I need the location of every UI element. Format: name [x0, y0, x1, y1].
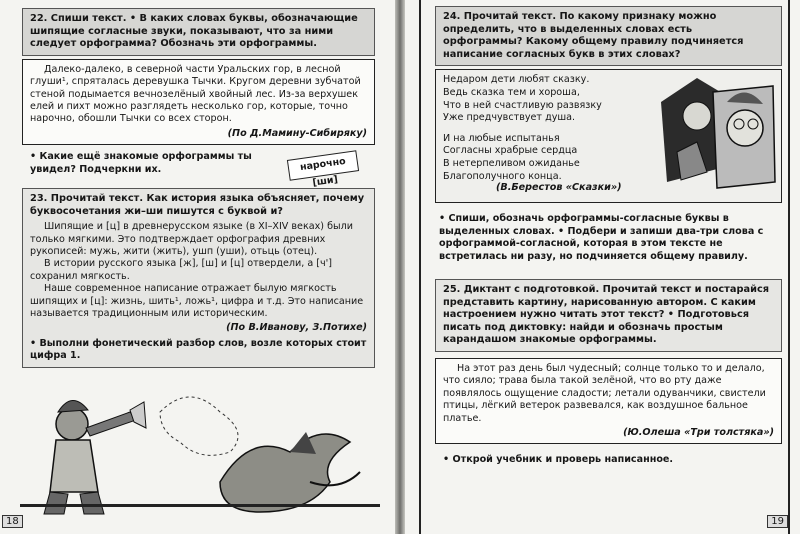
task-25-text-box: [435, 358, 782, 444]
task-25-text: На этот раз день был чудесный; солнце только то и делало, что сияло; трава была такой зелёной, что во рту даже появлялось ощущение сладости; летали одуванчики, свистели птицы, лёгкий ветерок развевался, как воздушное бальное платье.: [443, 362, 766, 424]
task-23-p3: Наше современное написание отражает былую мягкость шипящих и [ц]: жизнь, шить¹, ложь¹, цифра и т.д. Это написание называется традиционным или историческим.: [30, 283, 364, 320]
task-24-title: 24. Прочитай текст. По какому признаку можно определить, что в выделенных словах есть орфограммы? Какому общему правилу подчиняется написание согласных букв в этих словах?: [443, 11, 744, 60]
poem-source: (В.Берестов «Сказки»): [496, 182, 622, 194]
question-1-text: • Какие ещё знакомые орфограммы ты увидел? Подчеркни их.: [30, 151, 252, 175]
poem-line: И на любые испытанья: [443, 132, 560, 144]
task-25-source: (Ю.Олеша «Три толстяка»): [623, 427, 774, 438]
task-25-title: 25. Диктант с подготовкой. Прочитай текст и постарайся представить картину, нарисованную автором. С каким настроением нужно читать этот текст? • Подготовься писать под диктовку: найди и обозначь простым карандашом знакомые орфограммы.: [443, 284, 770, 346]
task-23-source: (По В.Иванову, З.Потихе): [226, 322, 367, 334]
task-22-text: Далеко-далеко, в северной части Уральских гор, в лесной глуши¹, спряталась деревушка Тычки. Кругом деревни зубчатой стеной подымается вечнозелёный хвойный лес. Из-за верхушек елей и пихт можно разглядеть несколько гор, которые, точно нарочно, обошли Тычки со всех сторон.: [30, 63, 361, 125]
question-3-box: [435, 211, 782, 265]
poem-lines: [443, 74, 653, 183]
task-23-box: [22, 188, 375, 368]
task-22-header: [22, 8, 375, 56]
orthogram-stamp: нарочно [ши]: [287, 150, 359, 181]
poem-line: [443, 125, 653, 133]
task-24-header: [435, 6, 782, 66]
task-23-title: 23. Прочитай текст. Как история языка объясняет, почему буквосочетания жи–ши пишутся с буквой и?: [30, 193, 365, 217]
task-22-source: (По Д.Мамину-Сибиряку): [227, 127, 367, 139]
right-page: [405, 0, 800, 534]
task-22-title: 22. Спиши текст. • В каких словах буквы, обозначающие шипящие согласные звуки, показывают, что за ними следует орфограмма? Обозначь эти орфограммы.: [30, 13, 358, 50]
horn-player-illustration: [20, 372, 380, 520]
poem-line: Согласны храбрые сердца: [443, 145, 578, 157]
poem-line: Ведь сказка тем и хороша,: [443, 86, 580, 98]
question-2: • Выполни фонетический разбор слов, возле которых стоит цифра 1.: [30, 337, 367, 362]
poem-line: Что в ней счастливую развязку: [443, 99, 602, 111]
fairy-tale-characters-illustration: [657, 72, 779, 192]
question-4: • Открой учебник и проверь написанное.: [443, 454, 674, 466]
page-number-right: 19: [767, 515, 788, 528]
question-1: [30, 151, 270, 176]
poem-line: Недаром дети любят сказку.: [443, 74, 590, 86]
book-gutter: [395, 0, 405, 534]
poem-line: Уже предчувствует душа.: [443, 112, 576, 124]
question-3: • Спиши, обозначь орфограммы-согласные буквы в выделенных словах. • Подбери и запиши два-три слова с орфограммой-согласной, которая в этом тексте не встретилась ни разу, но подчиняется общему правилу.: [439, 213, 764, 262]
left-page: [0, 0, 395, 534]
page-number-left: 18: [2, 515, 23, 528]
task-23-p1: Шипящие и [ц] в древнерусском языке (в XI–XIV веках) были только мягкими. Это подтверждает орфография древних рукописей: мужь, жити (жить), ушп (уши), отьць (отец).: [30, 221, 353, 258]
task-25-box: [435, 279, 782, 352]
poem-line: Благополучного конца.: [443, 170, 562, 182]
task-22-text-box: [22, 59, 375, 145]
poem-line: В нетерпеливом ожиданье: [443, 157, 580, 169]
task-23-p2: В истории русского языка [ж], [ш] и [ц] отвердели, а [ч'] сохранил мягкость.: [30, 258, 333, 282]
question-4-box: [435, 454, 782, 466]
poem-box: [435, 69, 782, 203]
